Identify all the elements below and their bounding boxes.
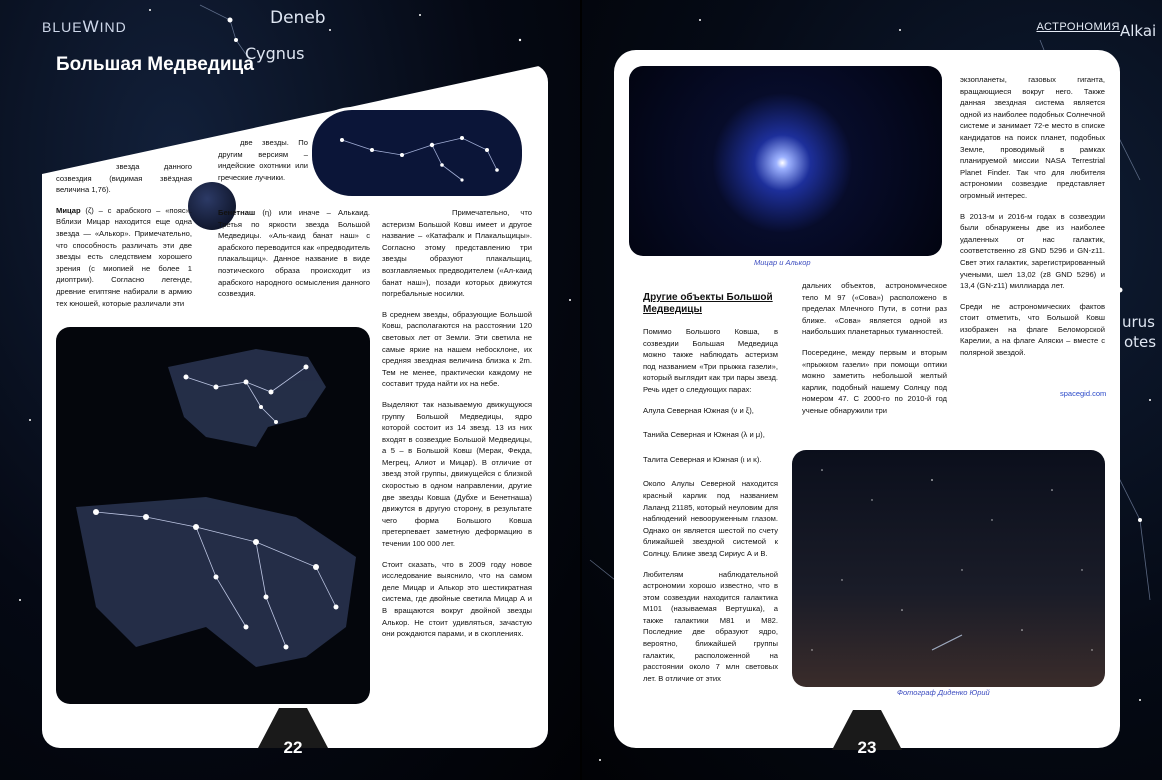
left-col2 bbox=[218, 207, 370, 309]
sky-label-urus: urus bbox=[1122, 313, 1155, 331]
left-col2-p2 bbox=[218, 207, 370, 300]
left-col1-p1: звезда данного созвездия (видимая звёздная величина 1,76). bbox=[56, 162, 192, 195]
right-col3-p2: В 2013-м и 2016-м годах в созвездии были обнаружены две из наиболее удаленных от нас галактик, соответственно z8 GND 5296 и GN-z11. Свет этих галактик, зарегистрированный учеными, шел 13,02 (z8 GND 5296) и 13,4 (GN-z11) миллиарда лет. bbox=[960, 211, 1105, 291]
photo2-caption: Фотограф Диденко Юрий bbox=[897, 688, 990, 697]
night-sky-stars bbox=[792, 450, 1105, 687]
right-col1-p1: Помимо Большого Ковша, в созвездии Большая Медведица можно также наблюдать астеризм под названием «Три прыжка газели», который выглядит как три пары звезд. Речь идет о следующих парах: bbox=[643, 327, 778, 394]
brand-logo: BLUEWIND bbox=[42, 17, 127, 36]
left-col2-top bbox=[218, 137, 308, 192]
left-col1 bbox=[56, 161, 192, 318]
right-col3-p1: экзопланеты, газовых гиганта, вращающиеся вокруг него. Также данная звездная система является одной из наиболее подобных Солнечной системе и занимает 72-е место в списке кандидатов на поиск планет, подобных Земле, проводимый в рамках планируемой миссии NASA Terrestrial Planet Finder. Так что для любителя астрономии созвездие представляет огромный интерес. bbox=[960, 75, 1105, 200]
left-col3-p1: Примечательно, что астеризм Большой Ковш имеет и другое название – «Катафалк и Плакальщицы». Согласно этому представлению три звезды образуют плакальщиц, возглавляемых предводителем («Ал-каид банат наш»), позади которых движутся погребальные носилки. bbox=[382, 208, 532, 299]
right-col1-p2: Алула Северная Южная (ν и ξ), bbox=[643, 405, 754, 415]
bear-sticker-image bbox=[312, 110, 522, 196]
right-col1-p6: Любителям наблюдательной астрономии хорошо известно, что в этом созвездии находится галактика M101 (называемая Вертушка), а также галактики M81 и M82. Последние две образуют ядро, вероятно, ближайшей группы галактик, расположенной на расстоянии около 7 млн световых лет. В отличие от этих bbox=[643, 569, 778, 683]
benetnash-term: Бенетнаш bbox=[218, 208, 256, 217]
right-col1-p3: Танийа Северная и Южная (λ и μ), bbox=[643, 430, 765, 440]
photo1-caption: Мицар и Алькор bbox=[754, 258, 811, 267]
left-col1-p2 bbox=[56, 205, 192, 309]
spread-gutter bbox=[580, 0, 582, 780]
mizar-term: Мицар bbox=[56, 205, 81, 215]
left-col3-p4: Стоит сказать, что в 2009 году новое исследование выяснило, что на самом деле Мицар и Алькор это шестикратная система, где двойные светила Мицар А и В вращаются вокруг двойной звезды Алькор. Не стоит удивляться, зачастую они рождаются парами, и в скоплениях. bbox=[382, 559, 532, 639]
left-col3-p2: В среднем звезды, образующие Большой Ковш, располагаются на расстоянии 120 световых лет от Земли. Эти светила не самые яркие на нашем небосклоне, их средняя звездная величина близка к 2m. Тем не менее, практически каждому не составит труда найти их на небе. bbox=[382, 309, 532, 389]
left-col3-p3: Выделяют так называемую движущуюся группу Большой Медведицы, ядро которой состоит из 14 звезд. 13 из них входят в созвездие Большой Медведицы, а 5 – в Большой Ковш (Мерак, Фекда, Мегрец, Алиот и Мицар). В отличие от звезд этой группы, движущейся с близкой скоростью в одном направлении, другие две звезды Ковша (Дубхе и Бенетнаша) движутся в другую сторону, в результате чего форма Большого Ковша претерпевает заметную деформацию в течении 100 000 лет. bbox=[382, 399, 532, 549]
great-bear-illustration bbox=[56, 327, 370, 704]
right-col2-p2: Посередине, между первым и вторым «прыжком газели» при помощи оптики можно заметить небольшой желтый карлик, подобный нашему Солнцу под номером 47. С 2000-го по 2010-й год ученые обнаружили три bbox=[802, 347, 947, 415]
left-col2-p1: две звезды. По другим версиям – индейские охотники или греческие лучники. bbox=[218, 138, 308, 182]
bear-sticker-stars bbox=[312, 110, 522, 196]
right-col2-p1: дальних объектов, астрономическое тело M 97 («Сова») расположено в пределах Млечного Пути, в сотни раз ближе. «Сова» является одной из наибольших планетарных туманностей. bbox=[802, 281, 947, 337]
sky-label-alkaid: Alkai bbox=[1120, 22, 1157, 40]
left-col1-p2-text: (ζ) – с арабского – «пояс». Вблизи Мицар находится еще одна звезда — «Алькор». Примечательно, что способность различать эти две звезды есть следствием хорошего зрения (с миопией не более 1 диоптрии). Согласно легенде, древние египтяне набирали в армию тех юношей, которые различали эти bbox=[56, 205, 192, 308]
sky-label-cygnus: Cygnus bbox=[245, 44, 305, 63]
section-label: АСТРОНОМИЯ bbox=[1036, 21, 1120, 33]
section-heading: Другие объекты Большой Медведицы bbox=[643, 292, 773, 315]
right-col1-p5: Около Алулы Северной находится красный карлик под названием Лаланд 21185, который неуловим для наблюдений невооруженным глазом. Однако он является шестой по счету ближайшей звездной системой к Солнцу. Ближе звезд Сириус А и В. bbox=[643, 479, 778, 558]
bear-constellation-art bbox=[56, 327, 370, 704]
page-number-left: 22 bbox=[283, 738, 303, 757]
mizar-alcor-photo bbox=[629, 66, 942, 256]
sky-label-deneb: Deneb bbox=[270, 8, 326, 28]
right-col1-p4: Талита Северная и Южная (ι и κ). bbox=[643, 454, 762, 464]
right-col2 bbox=[802, 280, 947, 426]
left-col3 bbox=[382, 207, 532, 649]
right-col3 bbox=[960, 74, 1105, 368]
right-col3-p3: Среди не астрономических фактов стоит отметить, что Большой Ковш изображен на флаге Беломорской Карелии, а на флаге Аляски – вместе с полярной звездой. bbox=[960, 301, 1105, 358]
night-sky-photo bbox=[792, 450, 1105, 687]
right-col1 bbox=[643, 326, 778, 693]
page-title: Большая Медведица bbox=[56, 54, 254, 75]
page-number-right: 23 bbox=[857, 738, 877, 757]
left-col2-p2-text: (η) или иначе – Алькаид. Третья по яркости звезда Большой Медведицы. «Аль-каид банат наш» с арабского переводится как «предводитель плакальщиц». Данное название в виде поэтического образа происходит из арабского народного осмысления данного созвездия. bbox=[218, 208, 370, 299]
sky-label-otes: otes bbox=[1124, 333, 1157, 351]
source-link[interactable]: spacegid.com bbox=[1060, 389, 1107, 398]
